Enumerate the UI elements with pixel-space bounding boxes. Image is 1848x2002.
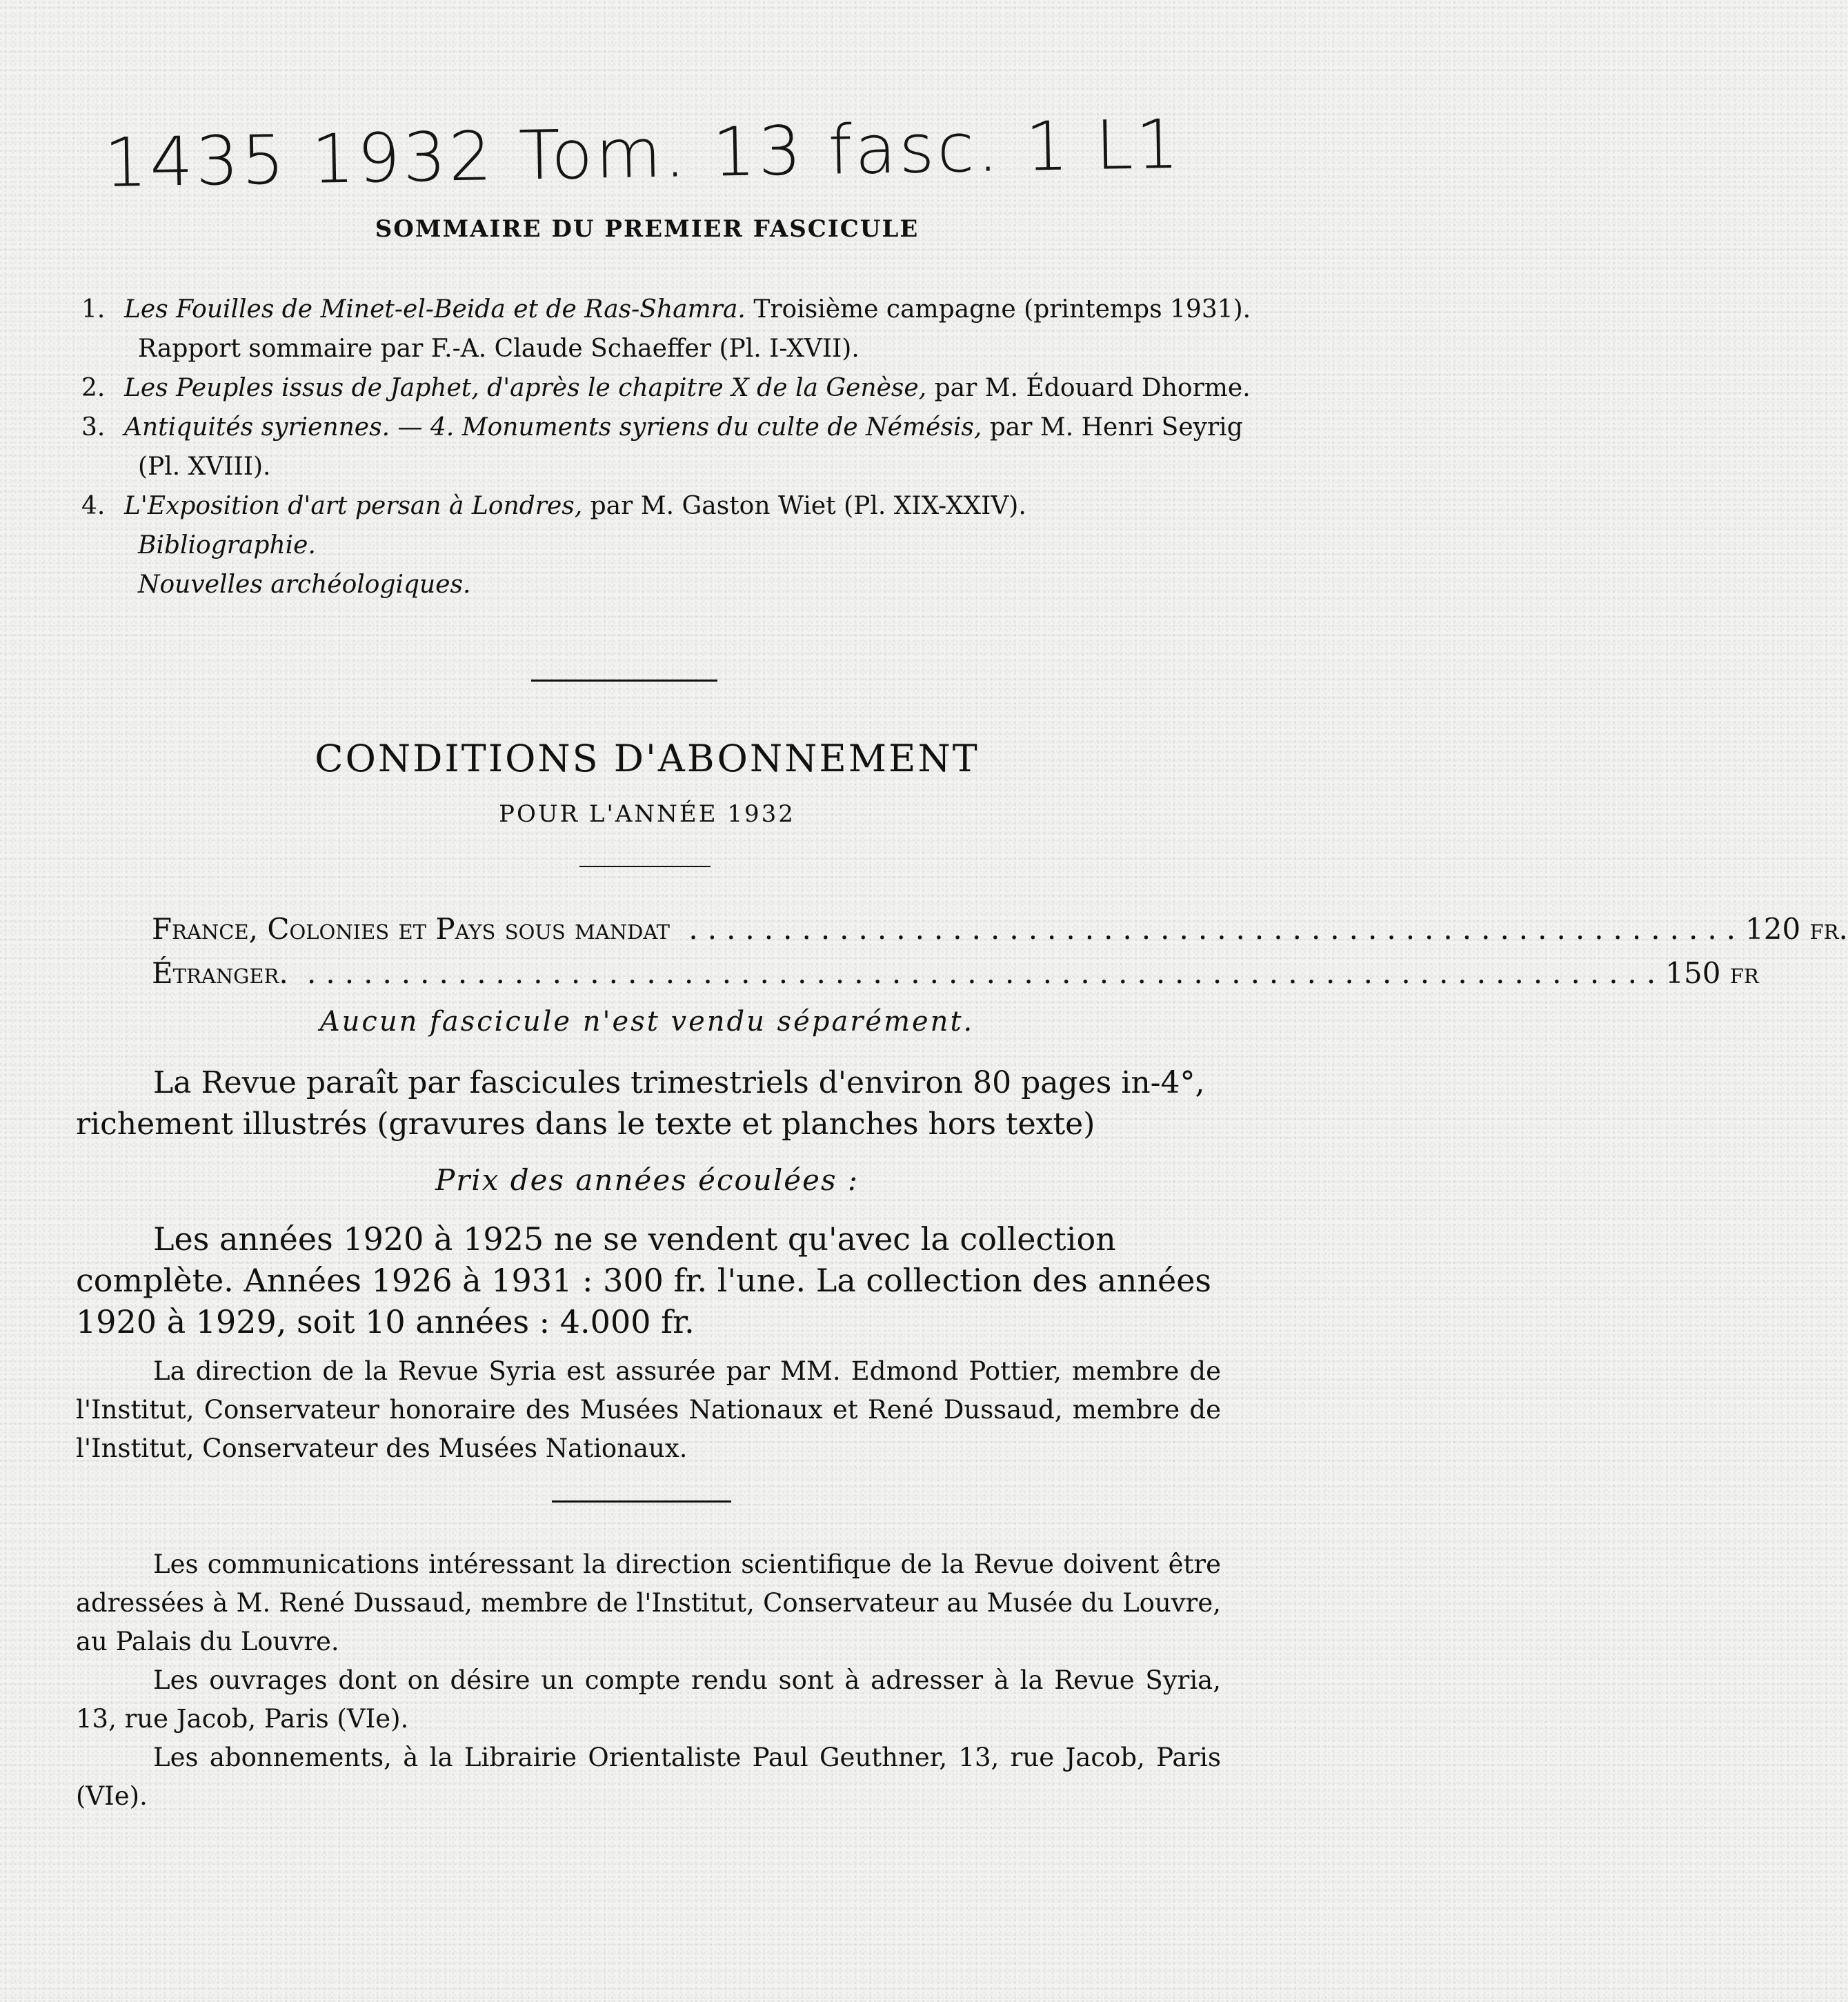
toc-item-continuation: (Pl. XVIII). — [138, 453, 271, 481]
toc-item: 3. Antiquités syriennes. — 4. Monuments syriens du culte de Némésis, par M. Henri Seyrig — [81, 413, 1243, 442]
toc-item: 1. Les Fouilles de Minet-el-Beida et de Ras-Shamra. Troisième campagne (printemps 1931). — [81, 295, 1251, 324]
price-label: France, Colonies et Pays sous mandat — [152, 912, 670, 946]
price-row — [152, 912, 1848, 946]
table-of-contents — [81, 290, 1251, 604]
sommaire-title: SOMMAIRE DU PREMIER FASCICULE — [375, 215, 920, 243]
direction-paragraph: La direction de la Revue Syria est assurée par MM. Edmond Pottier, membre de l'Institut, Conservateur honoraire des Musées Nationaux et René Dussaud, membre de l'Institut, Conservateur des Musées Nationaux. — [76, 1356, 1221, 1463]
toc-item: 2. Les Peuples issus de Japhet, d'après le chapitre X de la Genèse, par M. Édouard Dhorme. — [81, 374, 1251, 402]
leader-dots: ........................................................................ — [288, 956, 1666, 990]
price-value: 150 fr — [1665, 956, 1759, 990]
price-row — [152, 956, 1759, 990]
price-label: Étranger. — [152, 956, 288, 990]
toc-item-continuation: Rapport sommaire par F.-A. Claude Schaeffer (Pl. I-XVII). — [138, 335, 860, 363]
subscription-note: Aucun fascicule n'est vendu séparément. — [319, 1006, 975, 1038]
price-value: 120 fr. — [1745, 912, 1848, 946]
communications-paragraph: Les ouvrages dont on désire un compte rendu sont à adresser à la Revue Syria, 13, rue Jacob, Paris (VIe). — [76, 1665, 1221, 1734]
communications — [76, 1545, 1221, 1816]
revue-paragraph: La Revue paraît par fascicules trimestriels d'environ 80 pages in-4°, richement illustrés (gravures dans le texte et planches hors texte) — [76, 1065, 1205, 1142]
communications-paragraph: Les communications intéressant la direction scientifique de la Revue doivent être adressées à M. René Dussaud, membre de l'Institut, Conservateur au Musée du Louvre, au Palais du Louvre. — [76, 1549, 1221, 1656]
conditions-title: CONDITIONS D'ABONNEMENT — [315, 737, 980, 780]
divider — [552, 1500, 731, 1503]
toc-item-continuation: Bibliographie. — [138, 531, 316, 559]
leader-dots: ........................................................ — [670, 912, 1746, 946]
communications-paragraph: Les abonnements, à la Librairie Orientaliste Paul Geuthner, 13, rue Jacob, Paris (VIe). — [76, 1743, 1221, 1811]
toc-item-continuation: Nouvelles archéologiques. — [138, 571, 471, 599]
toc-item: 4. L'Exposition d'art persan à Londres, par M. Gaston Wiet (Pl. XIX-XXIV). — [81, 492, 1026, 520]
prix-title: Prix des années écoulées : — [435, 1163, 860, 1197]
prix-paragraph: Les années 1920 à 1925 ne se vendent qu'avec la collection complète. Années 1926 à 1931 : 300 fr. l'une. La collection des années 1920 à 1929, soit 10 années : 4.000 fr. — [76, 1220, 1212, 1340]
divider — [531, 680, 717, 682]
divider — [579, 866, 711, 867]
conditions-subtitle: POUR L'ANNÉE 1932 — [499, 800, 795, 828]
handwritten-note: 1435 1932 Tom. 13 fasc. 1 L1 — [103, 105, 1182, 203]
